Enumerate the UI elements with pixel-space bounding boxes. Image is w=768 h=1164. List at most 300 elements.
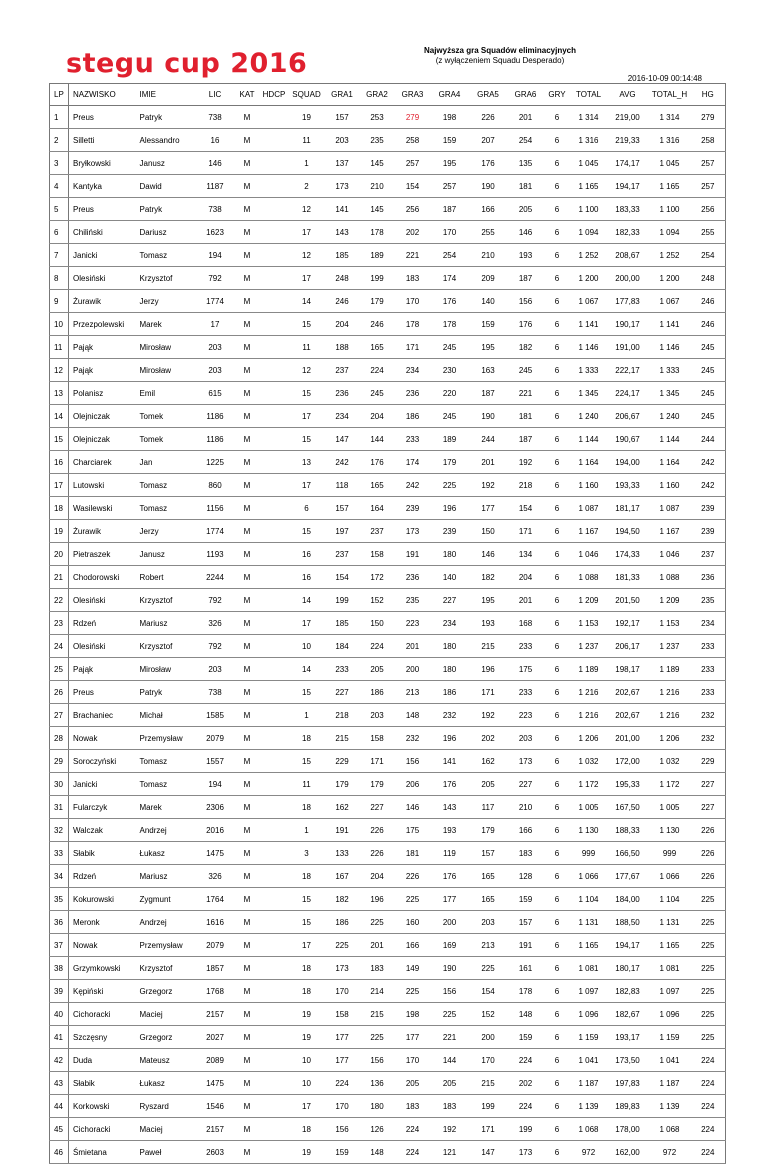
cell-gra5: 213 [469, 934, 508, 957]
cell-hg: 254 [691, 244, 726, 267]
cell-gra1: 197 [325, 520, 360, 543]
cell-nazwisko: Pająk [69, 336, 136, 359]
cell-gra2: 225 [360, 911, 395, 934]
cell-avg: 188,33 [607, 819, 649, 842]
cell-lic: 326 [196, 612, 235, 635]
cell-gry: 6 [544, 957, 571, 980]
cell-hg: 224 [691, 1095, 726, 1118]
cell-gra2: 183 [360, 957, 395, 980]
cell-hdcp [260, 842, 289, 865]
table-row [50, 1072, 726, 1095]
cell-gra5: 201 [469, 451, 508, 474]
cell-squad: 15 [289, 750, 325, 773]
cell-total: 1 144 [571, 428, 607, 451]
cell-gra3: 257 [395, 152, 431, 175]
cell-nazwisko: Cichoracki [69, 1003, 136, 1026]
cell-gra5: 166 [469, 198, 508, 221]
cell-kat: M [235, 612, 260, 635]
cell-avg: 201,50 [607, 589, 649, 612]
table-row [50, 796, 726, 819]
cell-hdcp [260, 1003, 289, 1026]
cell-total-h: 1 240 [649, 405, 691, 428]
cell-gra1: 158 [325, 1003, 360, 1026]
cell-gra5: 199 [469, 1095, 508, 1118]
cell-nazwisko: Walczak [69, 819, 136, 842]
cell-gra6: 191 [508, 934, 544, 957]
cell-lp: 3 [50, 152, 69, 175]
cell-lp: 31 [50, 796, 69, 819]
cell-gra5: 171 [469, 1118, 508, 1141]
cell-gra1: 177 [325, 1049, 360, 1072]
cell-gra5: 140 [469, 290, 508, 313]
cell-total: 1 146 [571, 336, 607, 359]
cell-gra6: 166 [508, 819, 544, 842]
cell-lic: 203 [196, 336, 235, 359]
cell-lic: 615 [196, 382, 235, 405]
cell-gra3: 213 [395, 681, 431, 704]
table-row [50, 543, 726, 566]
cell-hg: 225 [691, 957, 726, 980]
cell-avg: 174,17 [607, 152, 649, 175]
cell-gra5: 255 [469, 221, 508, 244]
cell-avg: 222,17 [607, 359, 649, 382]
cell-gra5: 205 [469, 773, 508, 796]
table-row [50, 1003, 726, 1026]
cell-lp: 19 [50, 520, 69, 543]
cell-total: 1 096 [571, 1003, 607, 1026]
cell-lic: 738 [196, 681, 235, 704]
table-row [50, 980, 726, 1003]
cell-hdcp [260, 911, 289, 934]
cell-gry: 6 [544, 520, 571, 543]
cell-kat: M [235, 474, 260, 497]
cell-gra3: 236 [395, 382, 431, 405]
cell-gra4: 192 [431, 1118, 469, 1141]
cell-gra1: 233 [325, 658, 360, 681]
cell-nazwisko: Soroczyński [69, 750, 136, 773]
table-row [50, 957, 726, 980]
cell-kat: M [235, 1026, 260, 1049]
cell-gra3: 233 [395, 428, 431, 451]
cell-gra3: 198 [395, 1003, 431, 1026]
cell-lp: 36 [50, 911, 69, 934]
cell-lp: 16 [50, 451, 69, 474]
cell-gra3: 175 [395, 819, 431, 842]
cell-gra6: 254 [508, 129, 544, 152]
cell-squad: 17 [289, 221, 325, 244]
cell-gra1: 157 [325, 497, 360, 520]
cell-imie: Patryk [136, 106, 196, 129]
cell-gry: 6 [544, 704, 571, 727]
cell-lic: 146 [196, 152, 235, 175]
cell-imie: Maciej [136, 1118, 196, 1141]
cell-gry: 6 [544, 313, 571, 336]
cell-hg: 239 [691, 497, 726, 520]
cell-lp: 35 [50, 888, 69, 911]
cell-kat: M [235, 589, 260, 612]
table-row [50, 566, 726, 589]
cell-gry: 6 [544, 773, 571, 796]
cell-gra6: 192 [508, 451, 544, 474]
cell-imie: Patryk [136, 198, 196, 221]
cell-gra3: 173 [395, 520, 431, 543]
cell-gra6: 171 [508, 520, 544, 543]
cell-gry: 6 [544, 152, 571, 175]
cell-hg: 244 [691, 428, 726, 451]
cell-squad: 11 [289, 129, 325, 152]
table-row [50, 934, 726, 957]
cell-gra2: 126 [360, 1118, 395, 1141]
cell-hg: 246 [691, 290, 726, 313]
cell-gra2: 165 [360, 474, 395, 497]
cell-gra6: 148 [508, 1003, 544, 1026]
cell-hg: 242 [691, 451, 726, 474]
cell-avg: 181,33 [607, 566, 649, 589]
cell-hdcp [260, 198, 289, 221]
cell-nazwisko: Żurawik [69, 520, 136, 543]
cell-kat: M [235, 819, 260, 842]
cell-gra5: 193 [469, 612, 508, 635]
cell-nazwisko: Olesiński [69, 267, 136, 290]
cell-lic: 1774 [196, 520, 235, 543]
cell-imie: Alessandro [136, 129, 196, 152]
cell-hdcp [260, 313, 289, 336]
cell-imie: Tomasz [136, 497, 196, 520]
cell-hdcp [260, 704, 289, 727]
cell-total: 1 164 [571, 451, 607, 474]
cell-gra2: 227 [360, 796, 395, 819]
cell-total: 1 252 [571, 244, 607, 267]
cell-gra4: 234 [431, 612, 469, 635]
cell-hg: 225 [691, 888, 726, 911]
cell-gra4: 156 [431, 980, 469, 1003]
cell-total-h: 1 187 [649, 1072, 691, 1095]
cell-hdcp [260, 1026, 289, 1049]
cell-gra3: 239 [395, 497, 431, 520]
column-header-total: TOTAL [571, 84, 607, 106]
cell-total: 1 216 [571, 681, 607, 704]
cell-total-h: 1 345 [649, 382, 691, 405]
cell-avg: 178,00 [607, 1118, 649, 1141]
cell-squad: 14 [289, 589, 325, 612]
cell-gry: 6 [544, 267, 571, 290]
cell-gra1: 156 [325, 1118, 360, 1141]
cell-squad: 1 [289, 152, 325, 175]
cell-gra3: 226 [395, 865, 431, 888]
cell-total-h: 1 316 [649, 129, 691, 152]
cell-gra4: 257 [431, 175, 469, 198]
cell-total: 1 240 [571, 405, 607, 428]
cell-kat: M [235, 750, 260, 773]
cell-hdcp [260, 1095, 289, 1118]
cell-hg: 229 [691, 750, 726, 773]
cell-lic: 738 [196, 198, 235, 221]
cell-lic: 1186 [196, 428, 235, 451]
cell-gra4: 174 [431, 267, 469, 290]
cell-kat: M [235, 1141, 260, 1164]
cell-gra1: 137 [325, 152, 360, 175]
cell-nazwisko: Janicki [69, 773, 136, 796]
cell-gra3: 166 [395, 934, 431, 957]
cell-total-h: 1 068 [649, 1118, 691, 1141]
cell-squad: 18 [289, 957, 325, 980]
cell-imie: Marek [136, 313, 196, 336]
cell-imie: Janusz [136, 152, 196, 175]
cell-avg: 173,50 [607, 1049, 649, 1072]
table-row [50, 589, 726, 612]
cell-total-h: 1 237 [649, 635, 691, 658]
cell-hdcp [260, 152, 289, 175]
cell-imie: Tomek [136, 428, 196, 451]
cell-gra1: 185 [325, 244, 360, 267]
cell-gra4: 159 [431, 129, 469, 152]
cell-imie: Mariusz [136, 612, 196, 635]
cell-total: 999 [571, 842, 607, 865]
cell-lp: 5 [50, 198, 69, 221]
cell-total-h: 1 032 [649, 750, 691, 773]
cell-gra2: 226 [360, 842, 395, 865]
column-header-avg: AVG [607, 84, 649, 106]
cell-hdcp [260, 221, 289, 244]
cell-avg: 177,67 [607, 865, 649, 888]
table-row [50, 198, 726, 221]
cell-gra4: 198 [431, 106, 469, 129]
cell-lic: 2027 [196, 1026, 235, 1049]
cell-total-h: 1 216 [649, 704, 691, 727]
cell-squad: 1 [289, 819, 325, 842]
cell-total: 1 316 [571, 129, 607, 152]
cell-avg: 194,00 [607, 451, 649, 474]
cell-imie: Mirosław [136, 359, 196, 382]
cell-lic: 17 [196, 313, 235, 336]
cell-kat: M [235, 198, 260, 221]
cell-gra5: 215 [469, 1072, 508, 1095]
cell-lic: 2306 [196, 796, 235, 819]
cell-avg: 202,67 [607, 681, 649, 704]
table-row [50, 1095, 726, 1118]
cell-gry: 6 [544, 635, 571, 658]
cell-gra5: 150 [469, 520, 508, 543]
cell-nazwisko: Nowak [69, 934, 136, 957]
cell-gra5: 182 [469, 566, 508, 589]
cell-lp: 10 [50, 313, 69, 336]
cell-gra5: 207 [469, 129, 508, 152]
cell-gra6: 218 [508, 474, 544, 497]
cell-squad: 18 [289, 980, 325, 1003]
cell-nazwisko: Korkowski [69, 1095, 136, 1118]
cell-imie: Dariusz [136, 221, 196, 244]
column-header-lic: LIC [196, 84, 235, 106]
cell-gra6: 205 [508, 198, 544, 221]
cell-gra4: 227 [431, 589, 469, 612]
cell-gry: 6 [544, 796, 571, 819]
cell-imie: Paweł [136, 1141, 196, 1164]
cell-gra5: 202 [469, 727, 508, 750]
cell-gra6: 183 [508, 842, 544, 865]
cell-gra5: 195 [469, 589, 508, 612]
cell-gry: 6 [544, 589, 571, 612]
cell-avg: 183,33 [607, 198, 649, 221]
cell-imie: Przemysław [136, 934, 196, 957]
cell-hdcp [260, 796, 289, 819]
cell-lp: 18 [50, 497, 69, 520]
table-row [50, 1026, 726, 1049]
cell-lp: 1 [50, 106, 69, 129]
cell-gra2: 178 [360, 221, 395, 244]
cell-kat: M [235, 773, 260, 796]
cell-lp: 6 [50, 221, 69, 244]
cell-gry: 6 [544, 911, 571, 934]
cell-gra3: 205 [395, 1072, 431, 1095]
cell-gra5: 210 [469, 244, 508, 267]
cell-hdcp [260, 428, 289, 451]
table-row [50, 842, 726, 865]
cell-gra2: 180 [360, 1095, 395, 1118]
column-header-hdcp: HDCP [260, 84, 289, 106]
cell-gra4: 196 [431, 727, 469, 750]
cell-gra2: 246 [360, 313, 395, 336]
cell-gra6: 146 [508, 221, 544, 244]
cell-avg: 162,00 [607, 1141, 649, 1164]
cell-gra3: 148 [395, 704, 431, 727]
cell-gra2: 164 [360, 497, 395, 520]
table-row [50, 658, 726, 681]
table-row [50, 405, 726, 428]
cell-gra4: 186 [431, 681, 469, 704]
cell-gra3: 236 [395, 566, 431, 589]
cell-squad: 19 [289, 1141, 325, 1164]
table-row [50, 1049, 726, 1072]
cell-imie: Maciej [136, 1003, 196, 1026]
cell-lic: 2016 [196, 819, 235, 842]
cell-nazwisko: Grzymkowski [69, 957, 136, 980]
cell-squad: 15 [289, 911, 325, 934]
cell-gra5: 146 [469, 543, 508, 566]
cell-total-h: 1 087 [649, 497, 691, 520]
cell-avg: 206,67 [607, 405, 649, 428]
cell-avg: 177,83 [607, 290, 649, 313]
cell-gry: 6 [544, 727, 571, 750]
table-row [50, 267, 726, 290]
cell-total: 1 067 [571, 290, 607, 313]
cell-gra1: 237 [325, 359, 360, 382]
cell-gra4: 177 [431, 888, 469, 911]
cell-avg: 191,00 [607, 336, 649, 359]
cell-lp: 23 [50, 612, 69, 635]
cell-total: 1 066 [571, 865, 607, 888]
cell-kat: M [235, 221, 260, 244]
cell-avg: 193,33 [607, 474, 649, 497]
cell-hdcp [260, 612, 289, 635]
cell-avg: 202,67 [607, 704, 649, 727]
cell-kat: M [235, 1003, 260, 1026]
cell-gra1: 147 [325, 428, 360, 451]
cell-gra3: 206 [395, 773, 431, 796]
cell-lic: 1857 [196, 957, 235, 980]
cell-total: 1 087 [571, 497, 607, 520]
cell-hg: 224 [691, 1049, 726, 1072]
cell-gra3: 154 [395, 175, 431, 198]
cell-total-h: 999 [649, 842, 691, 865]
cell-lp: 38 [50, 957, 69, 980]
cell-imie: Ryszard [136, 1095, 196, 1118]
cell-gra3: 170 [395, 290, 431, 313]
cell-kat: M [235, 1095, 260, 1118]
cell-lic: 1623 [196, 221, 235, 244]
table-row [50, 612, 726, 635]
cell-nazwisko: Śmietana [69, 1141, 136, 1164]
cell-squad: 17 [289, 1095, 325, 1118]
cell-hdcp [260, 635, 289, 658]
cell-gra2: 176 [360, 451, 395, 474]
column-header-gra6: GRA6 [508, 84, 544, 106]
cell-lp: 24 [50, 635, 69, 658]
table-row [50, 428, 726, 451]
cell-imie: Krzysztof [136, 635, 196, 658]
cell-total: 1 172 [571, 773, 607, 796]
cell-gra6: 173 [508, 750, 544, 773]
cell-gra4: 245 [431, 336, 469, 359]
cell-total: 1 209 [571, 589, 607, 612]
cell-lic: 792 [196, 635, 235, 658]
cell-gry: 6 [544, 336, 571, 359]
cell-gra5: 190 [469, 405, 508, 428]
cell-gra3: 256 [395, 198, 431, 221]
cell-gra1: 173 [325, 175, 360, 198]
cell-lic: 1475 [196, 842, 235, 865]
cell-kat: M [235, 382, 260, 405]
table-row [50, 819, 726, 842]
cell-gra1: 186 [325, 911, 360, 934]
cell-imie: Dawid [136, 175, 196, 198]
cell-squad: 13 [289, 451, 325, 474]
cell-total: 1 345 [571, 382, 607, 405]
cell-squad: 16 [289, 566, 325, 589]
table-row [50, 520, 726, 543]
cell-kat: M [235, 911, 260, 934]
results-table [49, 83, 726, 1164]
cell-hdcp [260, 382, 289, 405]
cell-nazwisko: Rdzeń [69, 612, 136, 635]
cell-squad: 12 [289, 198, 325, 221]
cell-gry: 6 [544, 681, 571, 704]
cell-hg: 225 [691, 980, 726, 1003]
cell-gra5: 176 [469, 152, 508, 175]
cell-total-h: 972 [649, 1141, 691, 1164]
cell-imie: Grzegorz [136, 980, 196, 1003]
cell-lp: 28 [50, 727, 69, 750]
cell-lic: 1475 [196, 1072, 235, 1095]
cell-total: 1 167 [571, 520, 607, 543]
table-row [50, 244, 726, 267]
cell-squad: 6 [289, 497, 325, 520]
cell-total-h: 1 206 [649, 727, 691, 750]
cell-lic: 738 [196, 106, 235, 129]
cell-gra4: 254 [431, 244, 469, 267]
cell-gra3: 242 [395, 474, 431, 497]
cell-total-h: 1 141 [649, 313, 691, 336]
cell-total-h: 1 159 [649, 1026, 691, 1049]
cell-gry: 6 [544, 1026, 571, 1049]
cell-gra2: 201 [360, 934, 395, 957]
cell-gra5: 244 [469, 428, 508, 451]
cell-gra3: 221 [395, 244, 431, 267]
table-row [50, 290, 726, 313]
cell-lp: 45 [50, 1118, 69, 1141]
cell-gra3: 178 [395, 313, 431, 336]
cell-kat: M [235, 520, 260, 543]
cell-gry: 6 [544, 244, 571, 267]
